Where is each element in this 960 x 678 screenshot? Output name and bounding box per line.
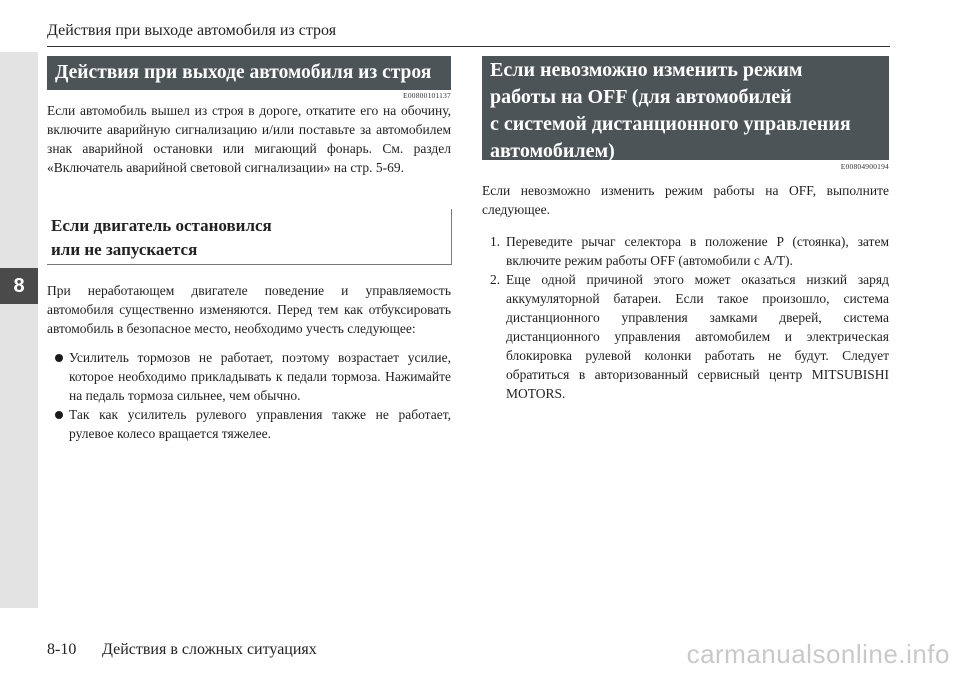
subheading-engine-stopped: [47, 214, 451, 262]
list-item-text: Так как усилитель рулевого управления также не работает, рулевое колесо вращается тяжелее.: [69, 407, 451, 441]
section-code: E00804900194: [840, 162, 889, 171]
list-item: [55, 405, 451, 445]
watermark: carmanualsonline.info: [686, 639, 950, 669]
heading-line: с системой дистанционного управления: [490, 113, 851, 135]
off-mode-intro-paragraph: Если невозможно изменить режим работы на OFF, выполните следующее.: [482, 183, 889, 217]
section-heading-breakdown: Действия при выходе автомобиля из строя: [47, 56, 451, 90]
list-item-text: Усилитель тормозов не работает, поэтому возрастает усилие, которое необходимо прикладывать к педали тормоза. Нажимайте на педаль тормоза сильнее, чем обычно.: [69, 350, 451, 403]
chapter-side-strip: [0, 52, 38, 608]
subheading-line: или не запускается: [51, 240, 198, 259]
page-number: 8-10: [47, 641, 77, 658]
subheading-line: Если двигатель остановился: [51, 216, 272, 235]
list-item: [490, 232, 889, 272]
running-header: Действия при выходе автомобиля из строя: [47, 22, 337, 39]
list-item: [55, 348, 451, 408]
step-number: 2.: [490, 272, 501, 287]
step-text: Переведите рычаг селектора в положение P (стоянка), затем включите режим работы OFF (автомобили с A/T).: [506, 234, 889, 268]
step-number: 1.: [490, 234, 501, 249]
section-code: E00800101137: [403, 91, 451, 100]
list-item: [490, 270, 889, 401]
bullet-icon: [55, 354, 63, 362]
breakdown-intro-paragraph: Если автомобиль вышел из строя в дороге, откатите его на обочину, включите аварийную сигнализацию и/или поставьте за автомобилем знак аварийной остановки или мигающий фонарь. См. раздел «Включатель аварийной световой сигнализации» на стр. 5-69.: [47, 103, 451, 175]
engine-stopped-paragraph: При неработающем двигателе поведение и управляемость автомобиля существенно изменяются. Перед тем как отбуксировать автомобиль в безопасное место, необходимо учесть следующее:: [47, 283, 451, 336]
heading-line: Если невозможно изменить режим: [490, 59, 803, 81]
bullet-icon: [55, 411, 63, 419]
section-heading-off-mode: [482, 56, 889, 160]
chapter-tab: 8: [0, 268, 38, 304]
step-text: Еще одной причиной этого может оказаться низкий заряд аккумуляторной батареи. Если такое произошло, система дистанционного управления замками дверей, система дистанционного управления автомобилем и электрическая блокировка рулевой колонки работать не будут. Следует обратиться в авторизованный сервисный центр MITSUBISHI MOTORS.: [506, 272, 889, 401]
header-divider: [47, 46, 890, 47]
footer-section-title: Действия в сложных ситуациях: [102, 641, 317, 658]
heading-line: автомобилем): [490, 140, 615, 162]
heading-line: работы на OFF (для автомобилей: [490, 86, 792, 108]
